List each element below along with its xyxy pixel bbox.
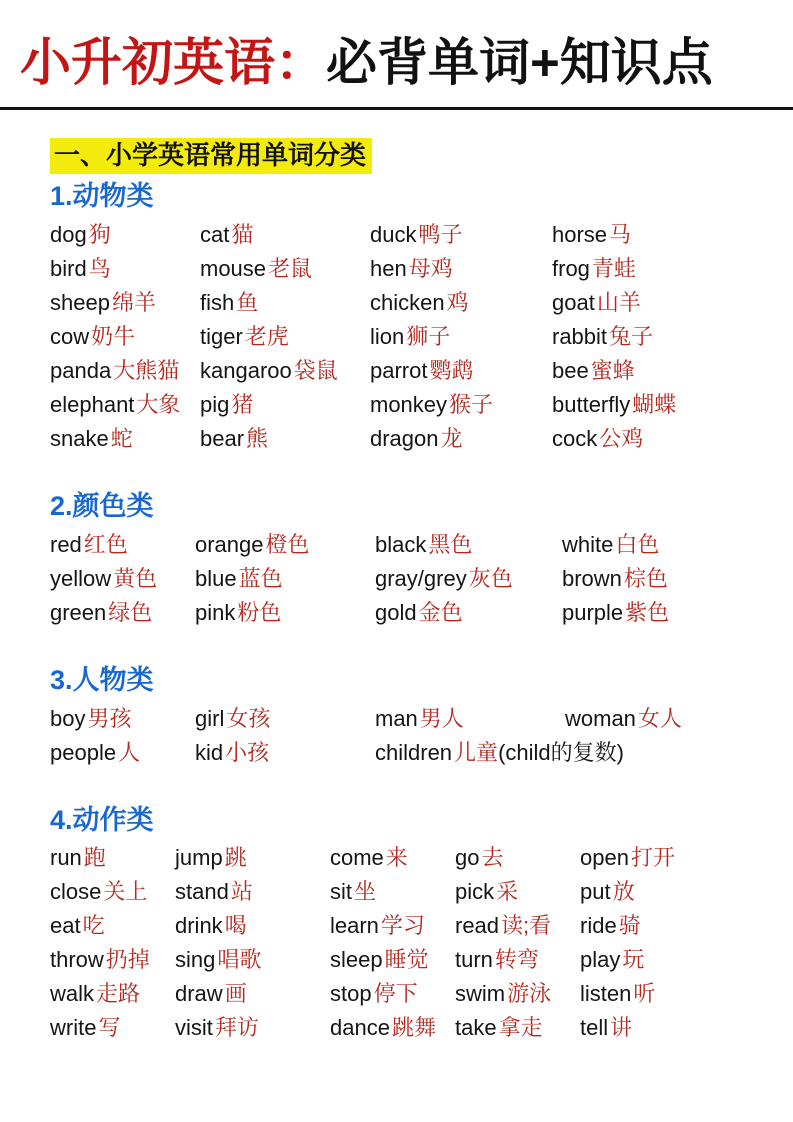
word-english: kid (195, 739, 224, 765)
section-title: 4.动作类 (50, 804, 154, 835)
word-english: stand (175, 879, 229, 905)
word-chinese: 女人 (637, 705, 682, 731)
word-item (370, 218, 552, 252)
word-english: horse (552, 222, 608, 248)
word-english: bee (552, 358, 589, 384)
word-item (200, 252, 370, 286)
word-item (370, 388, 552, 422)
word-section (50, 180, 773, 456)
word-chinese: 兔子 (609, 324, 654, 350)
word-english: green (50, 599, 107, 625)
word-english: take (455, 1015, 497, 1041)
word-chinese: 大象 (136, 392, 181, 418)
word-item (50, 562, 195, 596)
word-chinese: 吃 (82, 913, 105, 939)
word-english: fish (200, 290, 235, 316)
word-english: lion (370, 324, 405, 350)
word-chinese: 蝴蝶 (632, 392, 677, 418)
word-chinese: 鱼 (236, 290, 259, 316)
word-english: gold (375, 599, 417, 625)
word-item (375, 528, 562, 562)
word-item (50, 252, 200, 286)
word-english: woman (565, 705, 636, 731)
word-grid (50, 218, 773, 456)
word-english: come (330, 845, 384, 871)
word-chinese: 转弯 (494, 947, 539, 973)
word-item (50, 286, 200, 320)
word-item (370, 252, 552, 286)
word-chinese: 灰色 (468, 565, 513, 591)
word-item (455, 977, 580, 1011)
word-item (50, 1011, 175, 1045)
word-chinese: 去 (481, 845, 504, 871)
word-english: open (580, 845, 629, 871)
word-english: sit (330, 879, 352, 905)
word-english: gray/grey (375, 565, 467, 591)
word-chinese: 画 (224, 981, 247, 1007)
word-english: stop (330, 981, 372, 1007)
word-item (50, 596, 195, 630)
word-chinese: 站 (230, 879, 253, 905)
word-chinese: 采 (496, 879, 519, 905)
word-english: red (50, 531, 82, 557)
word-english: walk (50, 981, 95, 1007)
word-english: eat (50, 913, 81, 939)
word-item (370, 286, 552, 320)
word-english: tiger (200, 324, 243, 350)
word-item (175, 909, 330, 943)
word-english: rabbit (552, 324, 608, 350)
word-chinese: 儿童 (454, 739, 499, 765)
word-chinese: 大熊猫 (113, 358, 180, 384)
word-item (370, 320, 552, 354)
word-item (580, 875, 773, 909)
word-section (50, 490, 773, 630)
word-english: listen (580, 981, 632, 1007)
word-chinese: 老虎 (244, 324, 289, 350)
word-item (195, 528, 375, 562)
word-english: elephant (50, 392, 135, 418)
word-item (562, 596, 773, 630)
word-chinese: 唱歌 (217, 947, 262, 973)
word-item (200, 218, 370, 252)
word-english: girl (195, 705, 225, 731)
word-english: play (580, 947, 621, 973)
word-chinese: 狗 (88, 222, 111, 248)
word-chinese: 猪 (231, 392, 254, 418)
word-item (195, 736, 375, 770)
page-title-black-part: 必背单词+知识点 (326, 34, 713, 91)
word-chinese: 鸡 (446, 290, 469, 316)
word-item (50, 909, 175, 943)
word-item (50, 943, 175, 977)
word-english: pick (455, 879, 495, 905)
word-item (175, 841, 330, 875)
word-chinese: 听 (633, 981, 656, 1007)
word-item (580, 909, 773, 943)
word-item (50, 977, 175, 1011)
word-english: white (562, 531, 614, 557)
word-item (200, 320, 370, 354)
word-chinese: 棕色 (623, 565, 668, 591)
highlighted-section-header: 一、小学英语常用单词分类 (50, 138, 372, 175)
word-chinese: 橙色 (265, 531, 310, 557)
word-item (552, 422, 773, 456)
word-chinese: 玩 (622, 947, 645, 973)
word-item (565, 702, 773, 736)
word-item (200, 286, 370, 320)
word-chinese: 走路 (96, 981, 141, 1007)
word-item (375, 702, 565, 736)
word-english: drink (175, 913, 223, 939)
word-item (580, 977, 773, 1011)
word-chinese: 龙 (440, 426, 463, 452)
word-item (552, 354, 773, 388)
word-english: draw (175, 981, 223, 1007)
word-chinese: 公鸡 (599, 426, 644, 452)
word-english: hen (370, 256, 407, 282)
word-item (580, 1011, 773, 1045)
word-item (330, 841, 455, 875)
word-item (455, 943, 580, 977)
word-item (330, 943, 455, 977)
word-item (50, 528, 195, 562)
word-chinese: 跳 (224, 845, 247, 871)
word-english: run (50, 845, 82, 871)
word-english: children (375, 739, 453, 765)
word-grid (50, 528, 773, 630)
word-chinese: 读;看 (501, 913, 552, 939)
word-item (455, 841, 580, 875)
word-item (580, 841, 773, 875)
word-english: swim (455, 981, 506, 1007)
word-chinese: 拜访 (214, 1015, 259, 1041)
word-english: pink (195, 599, 236, 625)
word-grid (50, 702, 773, 770)
word-section (50, 664, 773, 770)
word-english: panda (50, 358, 112, 384)
section-title: 3.人物类 (50, 664, 154, 695)
word-english: close (50, 879, 102, 905)
word-item (455, 1011, 580, 1045)
word-item (50, 841, 175, 875)
word-english: tell (580, 1015, 609, 1041)
word-item (50, 875, 175, 909)
word-chinese: 扔掉 (105, 947, 150, 973)
word-english: dog (50, 222, 87, 248)
word-chinese: 母鸡 (408, 256, 453, 282)
word-item (50, 354, 200, 388)
word-chinese: 关上 (103, 879, 148, 905)
word-english: chicken (370, 290, 445, 316)
word-item (200, 354, 370, 388)
word-chinese: 青蛙 (591, 256, 636, 282)
word-chinese: 拿走 (498, 1015, 543, 1041)
word-item (552, 320, 773, 354)
word-chinese: 女孩 (226, 705, 271, 731)
word-chinese: 老鼠 (268, 256, 313, 282)
word-chinese: 绿色 (108, 599, 153, 625)
word-english: blue (195, 565, 237, 591)
word-item (552, 388, 773, 422)
word-item (195, 596, 375, 630)
word-english: ride (580, 913, 617, 939)
word-english: learn (330, 913, 379, 939)
word-item (455, 909, 580, 943)
word-english: bear (200, 426, 245, 452)
word-english: yellow (50, 565, 112, 591)
page-title-red-part: 小升初英语： (20, 34, 327, 91)
word-item (562, 562, 773, 596)
word-chinese: 男人 (419, 705, 464, 731)
word-english: throw (50, 947, 104, 973)
empty-cell (565, 736, 773, 770)
word-english: man (375, 705, 418, 731)
word-chinese: 男孩 (87, 705, 132, 731)
word-chinese: 放 (612, 879, 635, 905)
word-chinese: 跑 (83, 845, 106, 871)
word-english: cock (552, 426, 598, 452)
word-english: people (50, 739, 117, 765)
word-chinese: 跳舞 (391, 1015, 436, 1041)
word-english: jump (175, 845, 223, 871)
word-english: orange (195, 531, 264, 557)
word-english: write (50, 1015, 97, 1041)
word-chinese: 黄色 (113, 565, 158, 591)
word-english: duck (370, 222, 417, 248)
word-chinese: 奶牛 (91, 324, 136, 350)
word-item (50, 388, 200, 422)
word-chinese: 蓝色 (238, 565, 283, 591)
word-english: sing (175, 947, 216, 973)
word-item (175, 1011, 330, 1045)
word-english: sheep (50, 290, 110, 316)
word-chinese: 蜜蜂 (590, 358, 635, 384)
word-english: purple (562, 599, 624, 625)
word-item (50, 320, 200, 354)
word-english: boy (50, 705, 86, 731)
word-chinese: 人 (118, 739, 141, 765)
word-chinese: 喝 (224, 913, 247, 939)
word-english: bird (50, 256, 87, 282)
word-item (50, 218, 200, 252)
word-item (50, 702, 195, 736)
word-chinese: 猴子 (449, 392, 494, 418)
word-chinese: 鸭子 (418, 222, 463, 248)
word-item (175, 875, 330, 909)
word-item (195, 702, 375, 736)
word-item (195, 562, 375, 596)
word-chinese: 袋鼠 (293, 358, 338, 384)
word-english: parrot (370, 358, 428, 384)
word-chinese: 猫 (231, 222, 254, 248)
word-chinese: 绵羊 (111, 290, 156, 316)
word-chinese: 写 (98, 1015, 121, 1041)
word-chinese: 熊 (246, 426, 269, 452)
word-english: dance (330, 1015, 390, 1041)
word-chinese: 紫色 (625, 599, 670, 625)
word-english: black (375, 531, 427, 557)
word-english: snake (50, 426, 109, 452)
section-title: 1.动物类 (50, 181, 154, 212)
word-chinese: 马 (609, 222, 632, 248)
sections (50, 180, 773, 1045)
word-english: put (580, 879, 611, 905)
word-item (370, 422, 552, 456)
word-english: turn (455, 947, 493, 973)
word-item (552, 218, 773, 252)
word-english: visit (175, 1015, 213, 1041)
word-item (562, 528, 773, 562)
word-item (200, 388, 370, 422)
word-english: cat (200, 222, 230, 248)
word-chinese: 山羊 (596, 290, 641, 316)
word-item (330, 1011, 455, 1045)
word-chinese: 讲 (610, 1015, 633, 1041)
word-chinese: 学习 (380, 913, 425, 939)
word-chinese: 红色 (83, 531, 128, 557)
word-item (175, 943, 330, 977)
word-item (50, 736, 195, 770)
word-english: go (455, 845, 480, 871)
word-english: dragon (370, 426, 439, 452)
word-grid (50, 841, 773, 1045)
word-item (552, 286, 773, 320)
word-item (175, 977, 330, 1011)
word-english: read (455, 913, 500, 939)
word-item (375, 736, 624, 770)
word-chinese: 狮子 (406, 324, 451, 350)
word-english: kangaroo (200, 358, 292, 384)
word-english: brown (562, 565, 622, 591)
word-chinese: 骑 (618, 913, 641, 939)
word-chinese: 停下 (373, 981, 418, 1007)
word-chinese: 打开 (630, 845, 675, 871)
word-english: monkey (370, 392, 448, 418)
word-english: frog (552, 256, 590, 282)
word-item (330, 977, 455, 1011)
word-english: pig (200, 392, 230, 418)
word-chinese: 白色 (615, 531, 660, 557)
word-item (330, 909, 455, 943)
word-chinese: 粉色 (237, 599, 282, 625)
word-chinese: 睡觉 (384, 947, 429, 973)
word-item (552, 252, 773, 286)
word-chinese: 游泳 (507, 981, 552, 1007)
word-chinese: 黑色 (428, 531, 473, 557)
word-chinese: 坐 (354, 879, 377, 905)
word-chinese: 鹦鹉 (429, 358, 474, 384)
section-title: 2.颜色类 (50, 491, 154, 522)
word-english: mouse (200, 256, 267, 282)
word-chinese: 鸟 (88, 256, 111, 282)
word-chinese: 小孩 (225, 739, 270, 765)
word-item (330, 875, 455, 909)
word-chinese: 来 (385, 845, 408, 871)
word-chinese: 蛇 (110, 426, 133, 452)
word-item (375, 562, 562, 596)
word-chinese: 金色 (418, 599, 463, 625)
word-english: sleep (330, 947, 383, 973)
word-english: cow (50, 324, 90, 350)
word-section (50, 804, 773, 1046)
word-english: butterfly (552, 392, 631, 418)
word-item (375, 596, 562, 630)
word-item (200, 422, 370, 456)
word-english: goat (552, 290, 595, 316)
word-item (50, 422, 200, 456)
content-area (0, 110, 793, 1046)
word-note: (child的复数) (498, 739, 624, 765)
page-title (0, 34, 793, 93)
word-item (370, 354, 552, 388)
word-item (455, 875, 580, 909)
word-item (580, 943, 773, 977)
